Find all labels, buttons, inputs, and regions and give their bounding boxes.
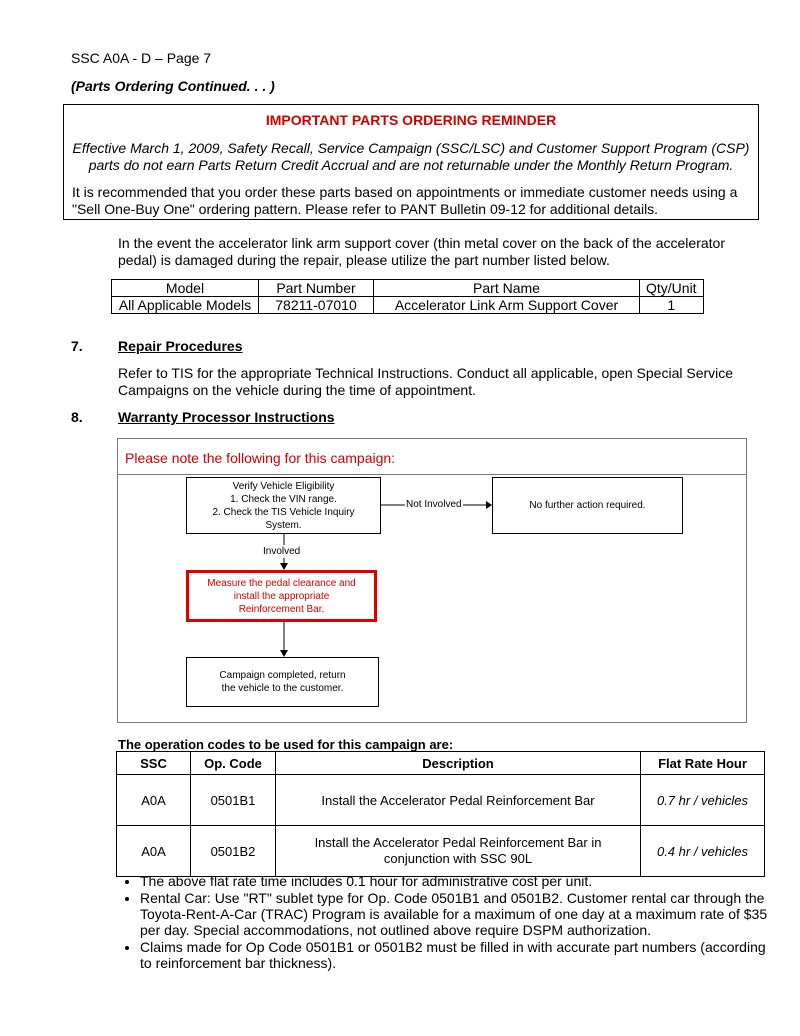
measure-pedal-box xyxy=(186,570,377,622)
campaign-complete-box xyxy=(186,657,379,707)
arrow-head-icon xyxy=(280,563,288,570)
complete-line: Campaign completed, return xyxy=(219,670,346,681)
involved-label: Involved xyxy=(263,546,301,557)
header-cell: Part Number xyxy=(259,280,374,297)
op-codes-table xyxy=(116,751,765,877)
campaign-note: Please note the following for this campaign: xyxy=(125,450,396,466)
description-cell: Install the Accelerator Pedal Reinforcement Bar xyxy=(276,775,641,826)
verify-line: System. xyxy=(265,519,302,531)
header-cell: Flat Rate Hour xyxy=(641,752,765,775)
table-cell: Accelerator Link Arm Support Cover xyxy=(374,297,640,314)
op-code-cell: 0501B2 xyxy=(191,826,276,877)
verify-eligibility-box xyxy=(186,477,381,534)
parts-table xyxy=(111,279,704,314)
arrow-head-icon xyxy=(280,650,288,657)
table-row xyxy=(117,775,765,826)
verify-line: 2. Check the TIS Vehicle Inquiry xyxy=(212,506,355,518)
page-header: SSC A0A - D – Page 7 xyxy=(71,50,212,66)
notes-list xyxy=(118,873,770,972)
not-involved-label: Not Involved xyxy=(406,499,462,510)
flowchart-box xyxy=(117,438,747,723)
header-cell: Description xyxy=(276,752,641,775)
table-cell: 1 xyxy=(640,297,704,314)
parts-table-header xyxy=(112,280,704,297)
continued-heading: (Parts Ordering Continued. . . ) xyxy=(71,78,275,94)
parts-ordering-reminder-box xyxy=(63,104,759,220)
section-8-number: 8. xyxy=(71,409,83,425)
header-cell: Qty/Unit xyxy=(640,280,704,297)
measure-line: Measure the pedal clearance and xyxy=(207,577,356,589)
header-cell: Part Name xyxy=(374,280,640,297)
op-codes-intro: The operation codes to be used for this campaign are: xyxy=(118,737,454,752)
verify-line: Verify Vehicle Eligibility xyxy=(232,480,335,492)
reminder-title: IMPORTANT PARTS ORDERING REMINDER xyxy=(265,112,557,128)
complete-line: the vehicle to the customer. xyxy=(221,683,344,694)
no-action-box: No further action required. xyxy=(492,477,683,534)
section-7-title: Repair Procedures xyxy=(118,338,243,354)
intro-paragraph: In the event the accelerator link arm support cover (thin metal cover on the back of the accelerator pedal) is damaged during the repair, please utilize the part number listed below. xyxy=(118,235,725,268)
verify-line: 1. Check the VIN range. xyxy=(230,493,337,505)
list-item: • Rental Car: Use "RT" sublet type for Op. Code 0501B1 and 0501B2. Customer rental car through the Toyota-Rent-A-Car (TRAC) Program is available for a maximum of one day at a maximum rate of $35 per day. Special accommodations, not outlined above require DSPM authorization. xyxy=(140,890,770,938)
reminder-text: It is recommended that you order these parts based on appointments or immediate customer needs using a "Sell One-Buy One" ordering pattern. Please refer to PANT Bulletin 09-12 for additional details. xyxy=(72,184,738,217)
measure-line: Reinforcement Bar. xyxy=(238,603,325,615)
description-cell: Install the Accelerator Pedal Reinforcement Bar in conjunction with SSC 90L xyxy=(276,826,641,877)
op-codes-header xyxy=(117,752,765,775)
flat-rate-cell: 0.7 hr / vehicles xyxy=(641,775,765,826)
table-cell: All Applicable Models xyxy=(112,297,259,314)
list-item: • The above flat rate time includes 0.1 hour for administrative cost per unit. xyxy=(140,873,770,889)
header-cell: Op. Code xyxy=(191,752,276,775)
header-cell: SSC xyxy=(117,752,191,775)
op-code-cell: 0501B1 xyxy=(191,775,276,826)
ssc-cell: A0A xyxy=(117,775,191,826)
header-cell: Model xyxy=(112,280,259,297)
table-row xyxy=(117,826,765,877)
table-cell: 78211-07010 xyxy=(259,297,374,314)
section-7-text: Refer to TIS for the appropriate Technical Instructions. Conduct all applicable, open Special Service Campaigns on the vehicle during the time of appointment. xyxy=(118,365,734,398)
reminder-italic-text: Effective March 1, 2009, Safety Recall, Service Campaign (SSC/LSC) and Customer Support Program (CSP) parts do not earn Parts Return Credit Accrual and are not returnable under the Monthly Return Program. xyxy=(72,140,750,173)
flat-rate-cell: 0.4 hr / vehicles xyxy=(641,826,765,877)
section-7-number: 7. xyxy=(71,338,83,354)
measure-line: install the appropriate xyxy=(233,590,330,602)
table-row xyxy=(112,297,704,314)
list-item: • Claims made for Op Code 0501B1 or 0501B2 must be filled in with accurate part numbers (according to reinforcement bar thickness). xyxy=(140,939,770,971)
ssc-cell: A0A xyxy=(117,826,191,877)
section-8-title: Warranty Processor Instructions xyxy=(118,409,335,425)
